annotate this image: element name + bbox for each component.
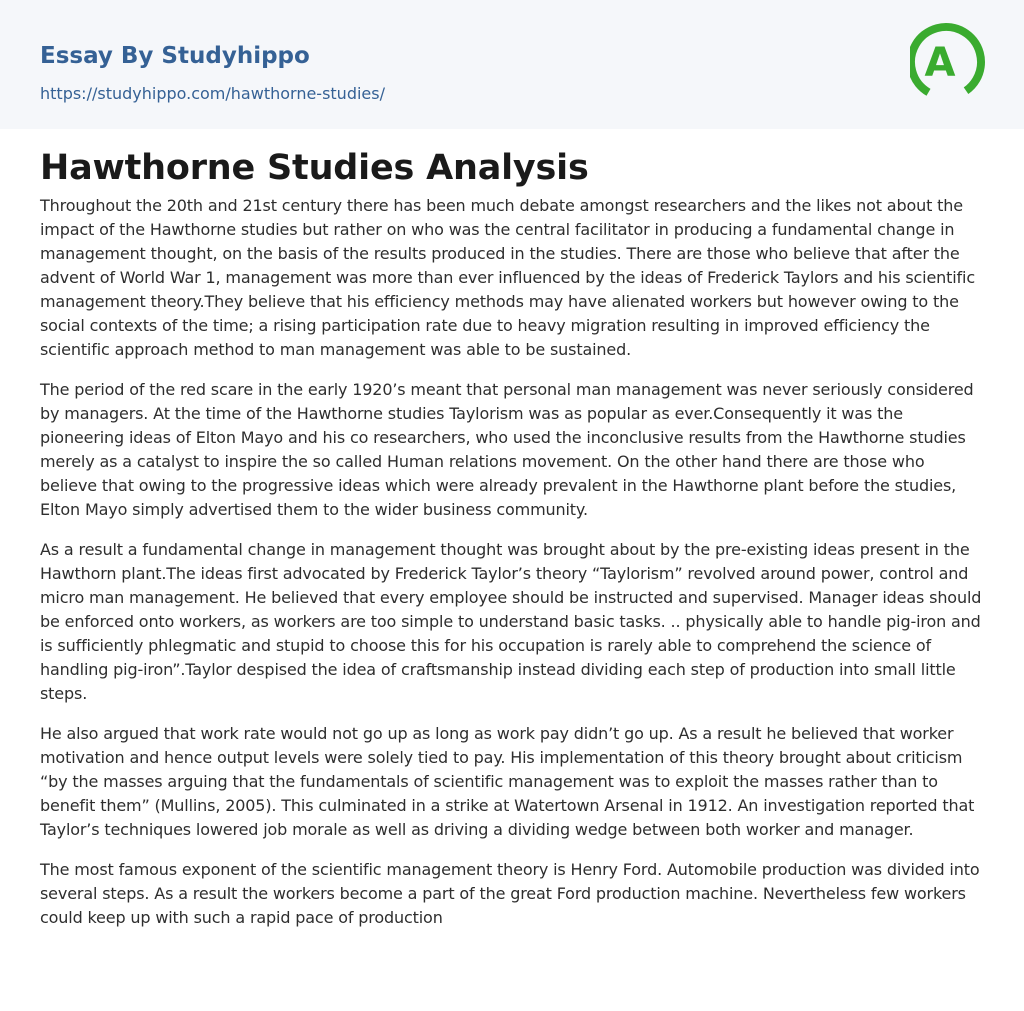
logo-letter: A xyxy=(924,40,956,86)
site-title[interactable]: Essay By Studyhippo xyxy=(40,43,310,69)
essay-paragraph-5: The most famous exponent of the scientific management theory is Henry Ford. Automobile production was divided into several steps. As a result the workers become a part of the great Ford production machine. Nevertheless few workers could keep up with such a rapid pace of production xyxy=(40,860,980,927)
essay-paragraph-3: As a result a fundamental change in management thought was brought about by the pre-existing ideas present in the Hawthorn plant.The ideas first advocated by Frederick Taylor’s theory “Taylorism” revolved around power, control and micro man management. He believed that every employee should be instructed and supervised. Manager ideas should be enforced onto workers, as workers are too simple to understand basic tasks. .. physically able to handle pig-iron and is sufficiently phlegmatic and stupid to choose this for his occupation is rarely able to comprehend the science of handling pig-iron”.Taylor despised the idea of craftsmanship instead dividing each step of production into small little steps. xyxy=(40,540,982,703)
site-header xyxy=(0,0,1024,129)
studyhippo-logo[interactable] xyxy=(910,18,988,106)
essay-paragraph-4: He also argued that work rate would not go up as long as work pay didn’t go up. As a result he believed that worker motivation and hence output levels were solely tied to pay. His implementation of this theory brought about criticism “by the masses arguing that the fundamentals of scientific management was to exploit the masses rather than to benefit them” (Mullins, 2005). This culminated in a strike at Watertown Arsenal in 1912. An investigation reported that Taylor’s techniques lowered job morale as well as driving a dividing wedge between both worker and manager. xyxy=(40,724,975,839)
essay-content xyxy=(40,146,985,946)
essay-paragraph-1: Throughout the 20th and 21st century there has been much debate amongst researchers and the likes not about the impact of the Hawthorne studies but rather on who was the central facilitator in producing a fundamental change in management thought, on the basis of the results produced in the studies. There are those who believe that after the advent of World War 1, management was more than ever influenced by the ideas of Frederick Taylors and his scientific management theory.They believe that his efficiency methods may have alienated workers but however owing to the social contexts of the time; a rising participation rate due to heavy migration resulting in improved efficiency the scientific approach method to man management was able to be sustained. xyxy=(40,196,975,359)
essay-paragraph-2: The period of the red scare in the early 1920’s meant that personal man management was never seriously considered by managers. At the time of the Hawthorne studies Taylorism was as popular as ever.Consequently it was the pioneering ideas of Elton Mayo and his co researchers, who used the inconclusive results from the Hawthorne studies merely as a catalyst to inspire the so called Human relations movement. On the other hand there are those who believe that owing to the progressive ideas which were already prevalent in the Hawthorne plant before the studies, Elton Mayo simply advertised them to the wider business community. xyxy=(40,380,974,519)
source-url-link[interactable]: https://studyhippo.com/hawthorne-studies/ xyxy=(40,84,385,103)
essay-title: Hawthorne Studies Analysis xyxy=(40,148,589,188)
